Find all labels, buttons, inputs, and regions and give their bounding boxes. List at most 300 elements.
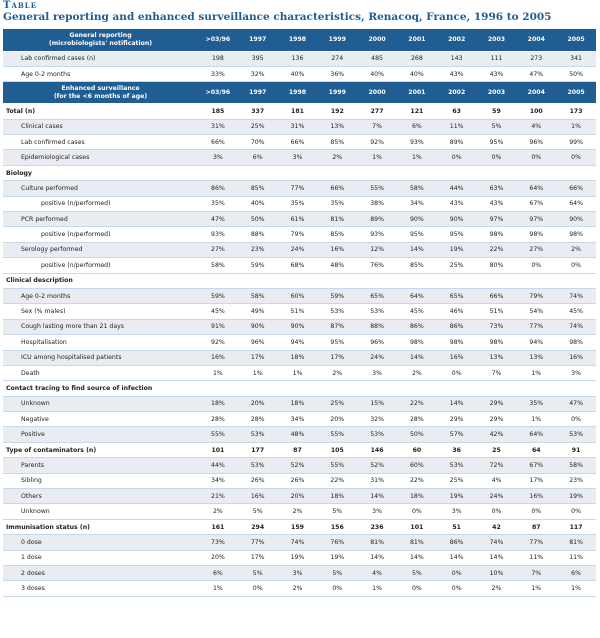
cell-value: 89% (437, 135, 477, 150)
cell-value: 64 (516, 442, 556, 457)
row-label: positive (n/performed) (3, 258, 198, 273)
cell-value: 161 (198, 519, 238, 534)
cell-value: 43% (437, 196, 477, 211)
cell-value: 0% (477, 150, 517, 165)
cell-value: 85% (317, 135, 357, 150)
cell-value: 60% (397, 458, 437, 473)
cell-value: 27% (198, 242, 238, 257)
cell-value: 143 (437, 51, 477, 66)
row-label: Serology performed (3, 242, 198, 257)
table-row (3, 412, 596, 427)
contact-section-title: Contact tracing to find source of infection (3, 381, 596, 396)
table-row (3, 258, 596, 273)
cell-value: 70% (238, 135, 278, 150)
cell-value: 40% (357, 66, 397, 81)
cell-value: 32% (238, 66, 278, 81)
cell-value: 185 (198, 104, 238, 119)
cell-value: 2% (317, 150, 357, 165)
table-row (3, 242, 596, 257)
cell-value: 29% (477, 412, 517, 427)
table-row (3, 51, 596, 66)
cell-value: 17% (516, 473, 556, 488)
cell-value: 51% (278, 304, 318, 319)
cell-value: 25 (477, 442, 517, 457)
cell-value: 35% (516, 396, 556, 411)
cell-value: 6% (198, 566, 238, 581)
cell-value: 51 (437, 519, 477, 534)
cell-value: 18% (317, 489, 357, 504)
cell-value: 18% (278, 350, 318, 365)
cell-value: 0% (556, 504, 596, 519)
cell-value: 40% (397, 66, 437, 81)
cell-value: 34% (198, 473, 238, 488)
cell-value: 20% (238, 396, 278, 411)
cell-value: 17% (238, 350, 278, 365)
cell-value: 98% (477, 335, 517, 350)
cell-value: 32% (357, 412, 397, 427)
cell-value: 93% (357, 227, 397, 242)
cell-value: 98% (477, 227, 517, 242)
year-header: 1998 (278, 29, 318, 51)
enhanced-surveillance-header (3, 82, 596, 104)
cell-value: 92% (198, 335, 238, 350)
cell-value: 92% (357, 135, 397, 150)
year-header: 2000 (357, 29, 397, 51)
year-header: 1997 (238, 82, 278, 104)
cell-value: 76% (317, 535, 357, 550)
cell-value: 81% (357, 535, 397, 550)
cell-value: 74% (556, 319, 596, 334)
cell-value: 0% (437, 365, 477, 380)
cell-value: 40% (238, 196, 278, 211)
total-row (3, 104, 596, 119)
cell-value: 198 (198, 51, 238, 66)
cell-value: 19% (437, 489, 477, 504)
cell-value: 146 (357, 442, 397, 457)
table-row (3, 227, 596, 242)
year-header: >03/96 (198, 29, 238, 51)
cell-value: 35% (317, 196, 357, 211)
year-header: 2003 (477, 29, 517, 51)
cell-value: 11% (556, 550, 596, 565)
cell-value: 101 (198, 442, 238, 457)
enhanced-surveillance-header-label: Enhanced surveillance (for the <6 months of age) (3, 82, 198, 104)
cell-value: 181 (278, 104, 318, 119)
cell-value: 1% (516, 365, 556, 380)
cell-value: 121 (397, 104, 437, 119)
cell-value: 5% (238, 566, 278, 581)
cell-value: 95% (477, 135, 517, 150)
cell-value: 192 (317, 104, 357, 119)
cell-value: 55% (317, 427, 357, 442)
cell-value: 111 (477, 51, 517, 66)
cell-value: 31% (357, 473, 397, 488)
cell-value: 0% (556, 150, 596, 165)
table-row (3, 365, 596, 380)
cell-value: 105 (317, 442, 357, 457)
cell-value: 74% (278, 535, 318, 550)
cell-value: 97% (516, 212, 556, 227)
cell-value: 3% (556, 365, 596, 380)
cell-value: 1% (357, 581, 397, 596)
cell-value: 43% (437, 66, 477, 81)
cell-value: 66% (278, 135, 318, 150)
cell-value: 0% (397, 504, 437, 519)
cell-value: 7% (477, 365, 517, 380)
cell-value: 94% (278, 335, 318, 350)
cell-value: 29% (477, 396, 517, 411)
cell-value: 11% (516, 550, 556, 565)
cell-value: 14% (437, 550, 477, 565)
cell-value: 236 (357, 519, 397, 534)
surveillance-table (3, 29, 596, 597)
year-header: 1999 (317, 29, 357, 51)
cell-value: 67% (516, 458, 556, 473)
cell-value: 90% (556, 212, 596, 227)
cell-value: 28% (198, 412, 238, 427)
cell-value: 65% (357, 288, 397, 303)
table-row (3, 304, 596, 319)
cell-value: 29% (437, 412, 477, 427)
cell-value: 85% (238, 181, 278, 196)
cell-value: 77% (516, 319, 556, 334)
row-label: Age 0-2 months (3, 288, 198, 303)
cell-value: 58% (238, 288, 278, 303)
cell-value: 86% (437, 535, 477, 550)
cell-value: 98% (556, 335, 596, 350)
cell-value: 93% (198, 227, 238, 242)
cell-value: 16% (437, 350, 477, 365)
row-label: Death (3, 365, 198, 380)
cell-value: 66% (317, 181, 357, 196)
cell-value: 4% (477, 473, 517, 488)
cell-value: 59% (238, 258, 278, 273)
cell-value: 53% (357, 304, 397, 319)
cell-value: 341 (556, 51, 596, 66)
year-header: 2001 (397, 29, 437, 51)
cell-value: 11% (437, 119, 477, 134)
cell-value: 86% (437, 319, 477, 334)
cell-value: 36% (317, 66, 357, 81)
cell-value: 2% (556, 242, 596, 257)
cell-value: 0% (516, 258, 556, 273)
cell-value: 44% (437, 181, 477, 196)
cell-value: 19% (437, 242, 477, 257)
cell-value: 73% (198, 535, 238, 550)
cell-value: 35% (278, 196, 318, 211)
cell-value: 57% (437, 427, 477, 442)
cell-value: 55% (198, 427, 238, 442)
table-row (3, 350, 596, 365)
cell-value: 0% (397, 581, 437, 596)
cell-value: 18% (278, 396, 318, 411)
cell-value: 100 (516, 104, 556, 119)
cell-value: 81% (556, 535, 596, 550)
cell-value: 43% (477, 196, 517, 211)
row-label: positive (n/performed) (3, 196, 198, 211)
cell-value: 90% (238, 319, 278, 334)
cell-value: 34% (278, 412, 318, 427)
cell-value: 65% (437, 288, 477, 303)
cell-value: 88% (357, 319, 397, 334)
cell-value: 51% (477, 304, 517, 319)
cell-value: 1% (198, 581, 238, 596)
cell-value: 26% (238, 473, 278, 488)
cell-value: 19% (317, 550, 357, 565)
cell-value: 277 (357, 104, 397, 119)
cell-value: 14% (397, 242, 437, 257)
row-label: Negative (3, 412, 198, 427)
table-row (3, 288, 596, 303)
cell-value: 2% (278, 581, 318, 596)
cell-value: 42% (477, 427, 517, 442)
cell-value: 77% (278, 181, 318, 196)
year-header: 2001 (397, 82, 437, 104)
cell-value: 81% (397, 535, 437, 550)
cell-value: 55% (357, 181, 397, 196)
cell-value: 50% (397, 427, 437, 442)
cell-value: 77% (238, 535, 278, 550)
cell-value: 13% (516, 350, 556, 365)
cell-value: 485 (357, 51, 397, 66)
cell-value: 14% (437, 396, 477, 411)
cell-value: 20% (198, 550, 238, 565)
cell-value: 90% (397, 212, 437, 227)
cell-value: 22% (397, 473, 437, 488)
cell-value: 16% (556, 350, 596, 365)
cell-value: 17% (317, 350, 357, 365)
cell-value: 96% (516, 135, 556, 150)
cell-value: 90% (437, 212, 477, 227)
cell-value: 16% (317, 242, 357, 257)
row-label: Epidemiological cases (3, 150, 198, 165)
cell-value: 87 (278, 442, 318, 457)
cell-value: 64% (556, 196, 596, 211)
table-row (3, 150, 596, 165)
cell-value: 99% (556, 135, 596, 150)
cell-value: 4% (516, 119, 556, 134)
cell-value: 46% (437, 304, 477, 319)
cell-value: 98% (556, 227, 596, 242)
row-label: Immunisation status (n) (3, 519, 198, 534)
general-reporting-header-label: General reporting (microbiologists' notification) (3, 29, 198, 51)
cell-value: 5% (397, 566, 437, 581)
year-header: >03/96 (198, 82, 238, 104)
cell-value: 13% (317, 119, 357, 134)
table-row (3, 581, 596, 596)
cell-value: 96% (357, 335, 397, 350)
cell-value: 274 (317, 51, 357, 66)
row-label: Lab confirmed cases (3, 135, 198, 150)
cell-value: 22% (317, 473, 357, 488)
cell-value: 72% (477, 458, 517, 473)
cell-value: 67% (516, 196, 556, 211)
cell-value: 25% (238, 119, 278, 134)
cell-value: 81% (317, 212, 357, 227)
cell-value: 28% (238, 412, 278, 427)
cell-value: 23% (556, 473, 596, 488)
cell-value: 34% (397, 196, 437, 211)
table-row (3, 181, 596, 196)
cell-value: 5% (317, 504, 357, 519)
year-header: 2002 (437, 29, 477, 51)
cell-value: 27% (516, 242, 556, 257)
cell-value: 52% (357, 458, 397, 473)
table-label: Table (3, 0, 38, 11)
cell-value: 43% (477, 66, 517, 81)
cell-value: 1% (238, 365, 278, 380)
cell-value: 0% (437, 566, 477, 581)
cell-value: 3% (278, 566, 318, 581)
cell-value: 64% (516, 181, 556, 196)
cell-value: 22% (477, 242, 517, 257)
contact-section (3, 381, 596, 396)
cell-value: 31% (198, 119, 238, 134)
cell-value: 14% (357, 489, 397, 504)
cell-value: 53% (556, 427, 596, 442)
table-row (3, 473, 596, 488)
cell-value: 101 (397, 519, 437, 534)
cell-value: 48% (317, 258, 357, 273)
cell-value: 13% (477, 350, 517, 365)
cell-value: 25% (317, 396, 357, 411)
cell-value: 98% (397, 335, 437, 350)
cell-value: 45% (556, 304, 596, 319)
clinical-section-title: Clinical description (3, 273, 596, 288)
cell-value: 47% (556, 396, 596, 411)
cell-value: 19% (278, 550, 318, 565)
table-row (3, 135, 596, 150)
cell-value: 91% (198, 319, 238, 334)
cell-value: 3% (357, 365, 397, 380)
cell-value: 44% (198, 458, 238, 473)
table-row (3, 489, 596, 504)
cell-value: 0% (516, 150, 556, 165)
row-label: PCR performed (3, 212, 198, 227)
cell-value: 1% (397, 150, 437, 165)
cell-value: 77% (516, 535, 556, 550)
cell-value: 95% (317, 335, 357, 350)
cell-value: 61% (278, 212, 318, 227)
cell-value: 1% (556, 119, 596, 134)
cell-value: 59% (317, 288, 357, 303)
cell-value: 0% (556, 258, 596, 273)
row-label: Positive (3, 427, 198, 442)
cell-value: 98% (516, 227, 556, 242)
immunisation-row (3, 519, 596, 534)
cell-value: 59% (198, 288, 238, 303)
cell-value: 117 (556, 519, 596, 534)
cell-value: 5% (477, 119, 517, 134)
cell-value: 6% (397, 119, 437, 134)
cell-value: 1% (198, 365, 238, 380)
cell-value: 337 (238, 104, 278, 119)
row-label: Parents (3, 458, 198, 473)
cell-value: 63 (437, 104, 477, 119)
cell-value: 2% (477, 581, 517, 596)
row-label: positive (n/performed) (3, 227, 198, 242)
cell-value: 20% (278, 489, 318, 504)
cell-value: 53% (238, 458, 278, 473)
cell-value: 12% (357, 242, 397, 257)
cell-value: 79% (278, 227, 318, 242)
cell-value: 1% (556, 581, 596, 596)
cell-value: 1% (516, 581, 556, 596)
clinical-section (3, 273, 596, 288)
year-header: 2002 (437, 82, 477, 104)
row-label: Hospitalisation (3, 335, 198, 350)
cell-value: 173 (556, 104, 596, 119)
biology-section-title: Biology (3, 165, 596, 180)
cell-value: 60% (278, 288, 318, 303)
cell-value: 58% (397, 181, 437, 196)
year-header: 2003 (477, 82, 517, 104)
cell-value: 53% (238, 427, 278, 442)
contaminators-row (3, 442, 596, 457)
row-label: Unknown (3, 396, 198, 411)
table-row (3, 458, 596, 473)
cell-value: 4% (357, 566, 397, 581)
table-row (3, 427, 596, 442)
cell-value: 273 (516, 51, 556, 66)
cell-value: 24% (357, 350, 397, 365)
year-header: 2004 (516, 29, 556, 51)
cell-value: 18% (397, 489, 437, 504)
cell-value: 96% (238, 335, 278, 350)
cell-value: 54% (516, 304, 556, 319)
cell-value: 95% (397, 227, 437, 242)
cell-value: 7% (357, 119, 397, 134)
cell-value: 40% (278, 66, 318, 81)
cell-value: 85% (397, 258, 437, 273)
cell-value: 24% (278, 242, 318, 257)
cell-value: 0% (317, 581, 357, 596)
row-label: 2 doses (3, 566, 198, 581)
cell-value: 91 (556, 442, 596, 457)
cell-value: 5% (317, 566, 357, 581)
cell-value: 50% (238, 212, 278, 227)
cell-value: 86% (198, 181, 238, 196)
table-row (3, 119, 596, 134)
cell-value: 20% (317, 412, 357, 427)
cell-value: 177 (238, 442, 278, 457)
cell-value: 66% (477, 288, 517, 303)
cell-value: 19% (556, 489, 596, 504)
cell-value: 86% (397, 319, 437, 334)
cell-value: 58% (556, 458, 596, 473)
cell-value: 15% (357, 396, 397, 411)
cell-value: 395 (238, 51, 278, 66)
cell-value: 3% (437, 504, 477, 519)
cell-value: 31% (278, 119, 318, 134)
cell-value: 18% (198, 396, 238, 411)
cell-value: 23% (238, 242, 278, 257)
cell-value: 2% (317, 365, 357, 380)
cell-value: 60 (397, 442, 437, 457)
cell-value: 59 (477, 104, 517, 119)
cell-value: 42 (477, 519, 517, 534)
cell-value: 6% (556, 566, 596, 581)
table-row (3, 566, 596, 581)
year-header: 1998 (278, 82, 318, 104)
cell-value: 10% (477, 566, 517, 581)
row-label: Lab confirmed cases (n) (3, 51, 198, 66)
cell-value: 14% (477, 550, 517, 565)
year-header: 2000 (357, 82, 397, 104)
cell-value: 16% (198, 350, 238, 365)
cell-value: 89% (357, 212, 397, 227)
table-row (3, 319, 596, 334)
